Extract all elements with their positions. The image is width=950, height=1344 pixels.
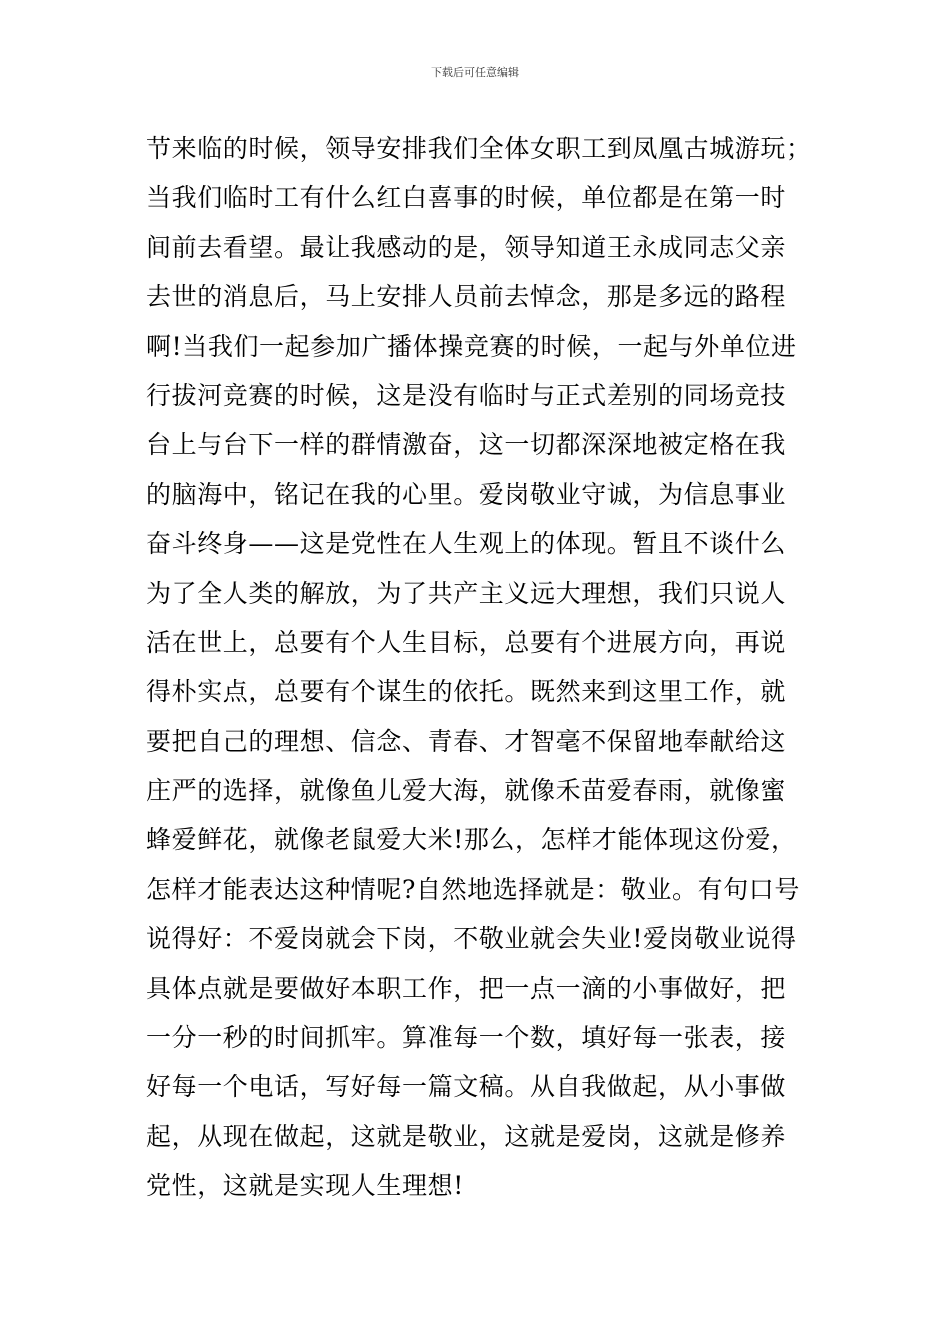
text-line: 间前去看望。最让我感动的是，领导知道王永成同志父亲 (146, 232, 787, 262)
text-line: 行拔河竞赛的时候，这是没有临时与正式差别的同场竞技 (146, 380, 787, 410)
text-line: 庄严的选择，就像鱼儿爱大海，就像禾苗爱春雨，就像蜜 (146, 776, 787, 806)
text-line: 说得好：不爱岗就会下岗，不敬业就会失业!爱岗敬业说得 (146, 924, 797, 954)
page-header: 下载后可任意编辑 (431, 66, 519, 79)
text-line: 为了全人类的解放，为了共产主义远大理想，我们只说人 (146, 578, 787, 608)
text-line: 活在世上，总要有个人生目标，总要有个进展方向，再说 (146, 627, 787, 657)
text-line: 啊!当我们一起参加广播体操竞赛的时候，一起与外单位进 (146, 331, 797, 361)
text-line: 好每一个电话，写好每一篇文稿。从自我做起，从小事做 (146, 1072, 787, 1102)
text-line: 得朴实点，总要有个谋生的依托。既然来到这里工作，就 (146, 677, 787, 707)
text-line: 台上与台下一样的群情激奋，这一切都深深地被定格在我 (146, 430, 787, 460)
text-line: 党性，这就是实现人生理想! (146, 1171, 464, 1201)
text-line: 一分一秒的时间抓牢。算准每一个数，填好每一张表，接 (146, 1023, 787, 1053)
body-text (146, 124, 816, 1211)
text-line: 节来临的时候，领导安排我们全体女职工到凤凰古城游玩； (146, 134, 812, 163)
text-line: 的脑海中，铭记在我的心里。爱岗敬业守诚，为信息事业 (146, 479, 787, 509)
text-line: 起，从现在做起，这就是敬业，这就是爱岗，这就是修养 (146, 1121, 787, 1151)
text-line: 奋斗终身——这是党性在人生观上的体现。暂且不谈什么 (146, 529, 787, 559)
text-line: 去世的消息后，马上安排人员前去悼念，那是多远的路程 (146, 282, 787, 312)
text-line: 具体点就是要做好本职工作，把一点一滴的小事做好，把 (146, 973, 787, 1003)
text-line: 蜂爱鲜花，就像老鼠爱大米!那么，怎样才能体现这份爱， (146, 825, 797, 855)
text-line: 要把自己的理想、信念、青春、才智毫不保留地奉献给这 (146, 726, 787, 756)
text-line: 怎样才能表达这种情呢?自然地选择就是：敬业。有句口号 (146, 874, 801, 904)
text-line: 当我们临时工有什么红白喜事的时候，单位都是在第一时 (146, 183, 787, 213)
